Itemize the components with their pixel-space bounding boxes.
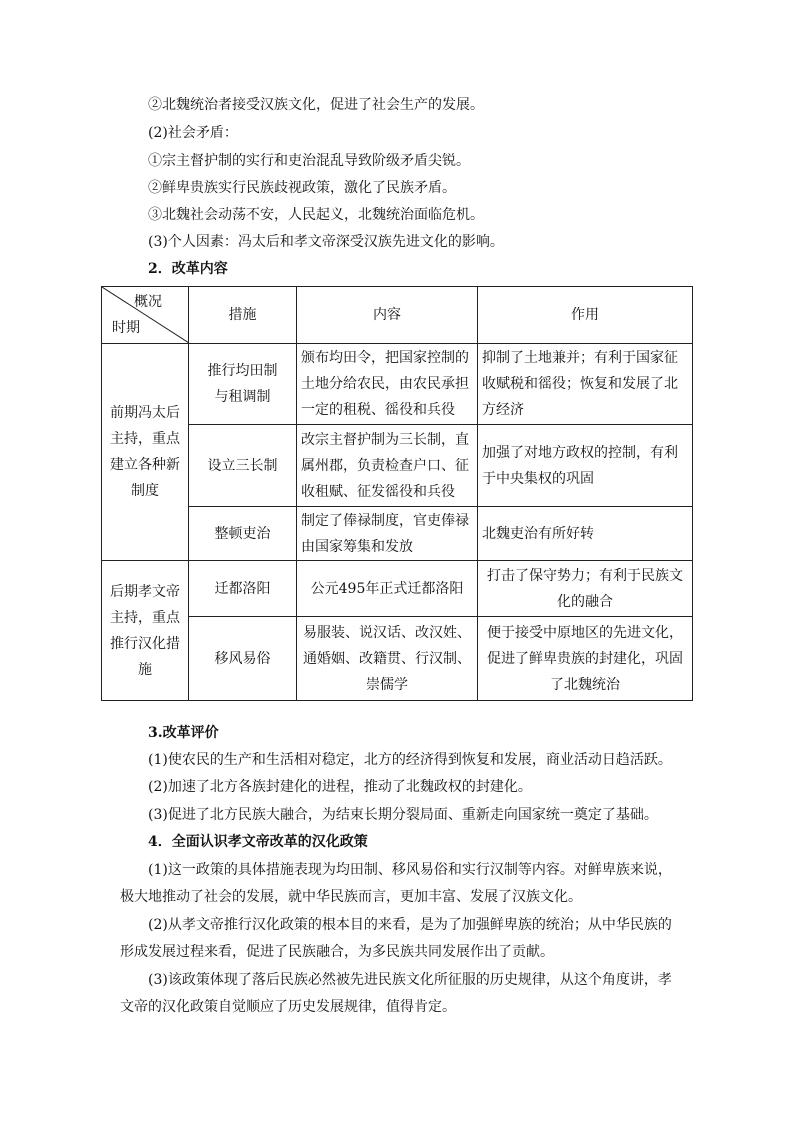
- measure-text: 移风易俗: [214, 650, 271, 667]
- understanding-p1-line1: (1)这一政策的具体措施表现为均田制、移风易俗和实行汉制等内容。对鲜卑族来说，: [148, 862, 672, 878]
- effect-cell: [478, 507, 693, 561]
- measure-cell: [189, 617, 297, 701]
- effect-cell: [478, 561, 693, 617]
- content-cell: [297, 507, 478, 561]
- understanding-p3-line1: (3)该政策体现了落后民族必然被先进民族文化所征服的历史规律，从这个角度讲，孝: [148, 972, 672, 988]
- understanding-p1-line2: 极大地推动了社会的发展，就中华民族而言，更加丰富、发展了汉族文化。: [120, 889, 582, 905]
- understanding-heading: 4．全面认识孝文帝改革的汉化政策: [148, 834, 368, 850]
- content-text: 颁布均田令，把国家控制的土地分给农民，由农民承担一定的租税、徭役和兵役: [301, 350, 469, 418]
- table-row: [102, 617, 693, 701]
- understanding-p2-line2: 形成发展过程来看，促进了民族融合，为多民族共同发展作出了贡献。: [120, 944, 554, 960]
- evaluation-3: (3)促进了北方民族大融合，为结束长期分裂局面、重新走向国家统一奠定了基础。: [148, 807, 658, 823]
- effect-text: 便于接受中原地区的先进文化，促进了鲜卑贵族的封建化，巩固了北魏统治: [487, 624, 683, 693]
- evaluation-heading: 3.改革评价: [148, 725, 219, 741]
- table-row: [102, 507, 693, 561]
- corner-label-overview: 概况: [134, 294, 162, 310]
- measure-cell: [189, 561, 297, 617]
- effect-text: 加强了对地方政权的控制，有利于中央集权的巩固: [482, 444, 678, 487]
- table-row: [102, 344, 693, 425]
- content-cell: [297, 425, 478, 507]
- table-row: [102, 561, 693, 617]
- reform-content-table: [101, 286, 693, 701]
- content-text: 改宗主督护制为三长制，直属州郡，负责检查户口、征收租赋、征发徭役和兵役: [301, 431, 469, 500]
- table-row: [102, 425, 693, 507]
- effect-cell: [478, 344, 693, 425]
- content-cell: [297, 617, 478, 701]
- corner-header-cell: [102, 287, 189, 344]
- measure-cell: [189, 507, 297, 561]
- measure-text: 整顿吏治: [214, 525, 271, 542]
- social-conflict-1: ①宗主督护制的实行和吏治混乱导致阶级矛盾尖锐。: [148, 153, 470, 169]
- content-text: 易服装、说汉话、改汉姓、通婚姻、改籍贯、行汉制、崇儒学: [303, 624, 471, 693]
- measure-text: 迁都洛阳: [214, 580, 271, 597]
- content-text: 公元495年正式迁都洛阳: [310, 580, 464, 597]
- period-late-text: 后期孝文帝主持，重点推行汉化措施: [110, 583, 180, 678]
- period-early-text: 前期冯太后主持，重点建立各种新制度: [110, 405, 180, 499]
- header-measure: 措施: [189, 287, 297, 344]
- header-effect: 作用: [478, 287, 693, 344]
- intro-item-2: ②北魏统治者接受汉族文化，促进了社会生产的发展。: [148, 97, 484, 113]
- understanding-p3-line2: 文帝的汉化政策自觉顺应了历史发展规律，值得肯定。: [120, 999, 456, 1015]
- table-header-row: [102, 287, 693, 344]
- content-cell: [297, 344, 478, 425]
- evaluation-1: (1)使农民的生产和生活相对稳定，北方的经济得到恢复和发展，商业活动日趋活跃。: [148, 752, 672, 768]
- period-cell-late: [102, 561, 189, 701]
- social-conflict-3: ③北魏社会动荡不安，人民起义，北魏统治面临危机。: [148, 207, 484, 223]
- measure-text: 推行均田制与租调制: [207, 363, 278, 405]
- social-conflict-heading: (2)社会矛盾：: [148, 125, 238, 141]
- content-cell: [297, 561, 478, 617]
- understanding-p2-line1: (2)从孝文帝推行汉化政策的根本目的来看，是为了加强鲜卑族的统治；从中华民族的: [148, 917, 672, 933]
- measure-cell: [189, 344, 297, 425]
- social-conflict-2: ②鲜卑贵族实行民族歧视政策，激化了民族矛盾。: [148, 180, 456, 196]
- header-content: 内容: [297, 287, 478, 344]
- effect-text: 打击了保守势力；有利于民族文化的融合: [487, 567, 683, 610]
- measure-cell: [189, 425, 297, 507]
- reform-content-heading: 2．改革内容: [148, 261, 228, 277]
- measure-text: 设立三长制: [207, 457, 278, 474]
- period-cell-early: [102, 344, 189, 561]
- personal-factor: (3)个人因素：冯太后和孝文帝深受汉族先进文化的影响。: [148, 234, 504, 250]
- effect-cell: [478, 425, 693, 507]
- effect-text: 抑制了土地兼并；有利于国家征收赋税和徭役；恢复和发展了北方经济: [482, 350, 678, 418]
- effect-cell: [478, 617, 693, 701]
- content-text: 制定了俸禄制度，官吏俸禄由国家筹集和发放: [301, 512, 469, 555]
- effect-text: 北魏吏治有所好转: [482, 525, 594, 542]
- evaluation-2: (2)加速了北方各族封建化的进程，推动了北魏政权的封建化。: [148, 779, 532, 795]
- corner-label-period: 时期: [112, 320, 140, 336]
